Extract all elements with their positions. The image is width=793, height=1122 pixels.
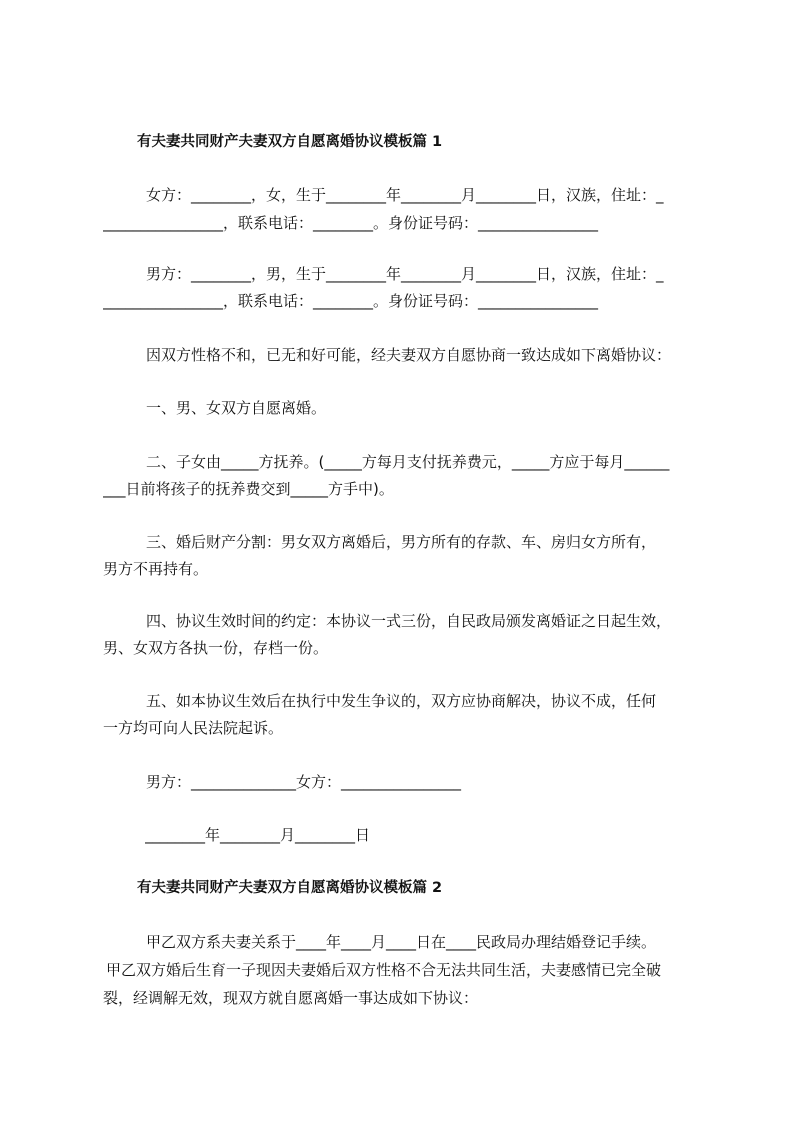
section2-paragraph-line2: 甲乙双方婚后生育一子现因夫妻婚后双方性格不合无法共同生活，夫妻感情已完全破	[106, 961, 662, 979]
date-line: ________年________月________日	[145, 826, 371, 844]
signature-line: 男方：______________女方：________________	[146, 773, 462, 791]
section2-paragraph-line1: 甲乙双方系夫妻关系于____年____月____日在____民政局办理结婚登记手续。	[146, 933, 657, 951]
clause-1: 一、男、女双方自愿离婚。	[146, 399, 327, 417]
clause-5-line1: 五、如本协议生效后在执行中发生争议的，双方应协商解决，协议不成，任何	[146, 692, 657, 710]
intro-paragraph: 因双方性格不和，已无和好可能，经夫妻双方自愿协商一致达成如下离婚协议：	[146, 346, 672, 364]
clause-3-line2: 男方不再持有。	[103, 560, 209, 578]
section1-title: 有夫妻共同财产夫妻双方自愿离婚协议模板篇 1	[137, 134, 443, 150]
section2-paragraph-line3: 裂，经调解无效，现双方就自愿离婚一事达成如下协议：	[103, 989, 479, 1007]
male-info-line2: ________________，联系电话：________。身份证号码：________________	[103, 292, 599, 310]
clause-4-line1: 四、协议生效时间的约定：本协议一式三份，自民政局颁发离婚证之日起生效，	[146, 612, 672, 630]
clause-5-line2: 一方均可向人民法院起诉。	[103, 719, 284, 737]
female-info-line1: 女方：________，女，生于________年________月________日，汉族，住址：_	[146, 186, 664, 204]
clause-3-line1: 三、婚后财产分割：男女双方离婚后，男方所有的存款、车、房归女方所有，	[146, 533, 657, 551]
male-info-line1: 男方：________，男，生于________年________月________日，汉族，住址：_	[146, 265, 664, 283]
female-info-line2: ________________，联系电话：________。身份证号码：________________	[103, 214, 599, 232]
section2-title: 有夫妻共同财产夫妻双方自愿离婚协议模板篇 2	[137, 880, 443, 896]
clause-2-line2: ___日前将孩子的抚养费交到_____方手中)。	[103, 480, 394, 498]
clause-4-line2: 男、女双方各执一份，存档一份。	[103, 639, 329, 657]
clause-2-line1: 二、子女由_____方抚养。(_____方每月支付抚养费元，_____方应于每月______	[146, 453, 670, 471]
